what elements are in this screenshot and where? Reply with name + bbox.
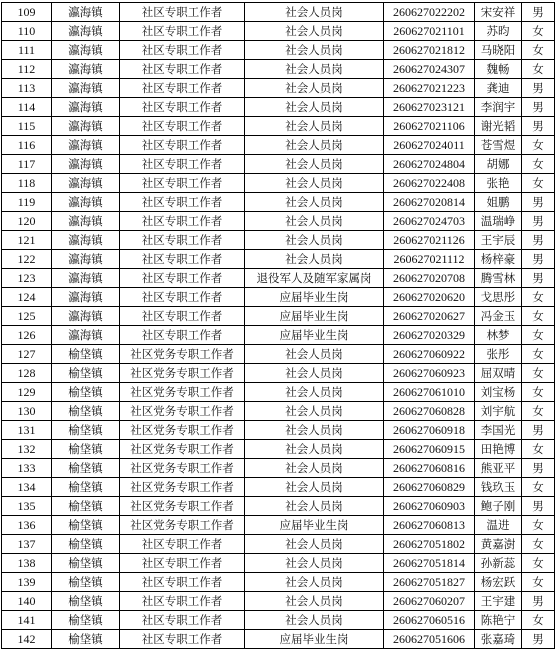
exam-number-cell: 260627020627	[384, 307, 475, 326]
unit-cell: 社区党务专职工作者	[120, 345, 245, 364]
row-number-cell: 116	[2, 136, 52, 155]
name-cell: 李润宇	[475, 98, 522, 117]
unit-cell: 社区专职工作者	[120, 592, 245, 611]
gender-cell: 女	[522, 516, 555, 535]
town-cell: 瀛海镇	[52, 22, 120, 41]
town-cell: 瀛海镇	[52, 250, 120, 269]
table-row	[2, 364, 555, 383]
table-row	[2, 592, 555, 611]
town-cell: 瀛海镇	[52, 41, 120, 60]
unit-cell: 社区专职工作者	[120, 573, 245, 592]
gender-cell: 女	[522, 535, 555, 554]
name-cell: 冯金玉	[475, 307, 522, 326]
town-cell: 榆垡镇	[52, 478, 120, 497]
town-cell: 瀛海镇	[52, 79, 120, 98]
post-cell: 应届毕业生岗	[245, 326, 384, 345]
name-cell: 杨梓豪	[475, 250, 522, 269]
unit-cell: 社区党务专职工作者	[120, 497, 245, 516]
table-row	[2, 478, 555, 497]
unit-cell: 社区专职工作者	[120, 174, 245, 193]
row-number-cell: 142	[2, 630, 52, 649]
name-cell: 龚迪	[475, 79, 522, 98]
name-cell: 苍雪煜	[475, 136, 522, 155]
gender-cell: 女	[522, 60, 555, 79]
table-row	[2, 269, 555, 288]
table-row	[2, 307, 555, 326]
exam-number-cell: 260627061010	[384, 383, 475, 402]
name-cell: 张嘉琦	[475, 630, 522, 649]
table-row	[2, 630, 555, 649]
row-number-cell: 130	[2, 402, 52, 421]
exam-number-cell: 260627021112	[384, 250, 475, 269]
exam-number-cell: 260627024307	[384, 60, 475, 79]
row-number-cell: 141	[2, 611, 52, 630]
gender-cell: 男	[522, 459, 555, 478]
exam-number-cell: 260627024703	[384, 212, 475, 231]
unit-cell: 社区专职工作者	[120, 212, 245, 231]
exam-number-cell: 260627051814	[384, 554, 475, 573]
town-cell: 瀛海镇	[52, 212, 120, 231]
exam-number-cell: 260627024011	[384, 136, 475, 155]
gender-cell: 女	[522, 326, 555, 345]
gender-cell: 男	[522, 269, 555, 288]
unit-cell: 社区专职工作者	[120, 41, 245, 60]
row-number-cell: 113	[2, 79, 52, 98]
town-cell: 榆垡镇	[52, 554, 120, 573]
name-cell: 温进	[475, 516, 522, 535]
unit-cell: 社区专职工作者	[120, 231, 245, 250]
row-number-cell: 137	[2, 535, 52, 554]
town-cell: 榆垡镇	[52, 364, 120, 383]
town-cell: 瀛海镇	[52, 98, 120, 117]
post-cell: 社会人员岗	[245, 79, 384, 98]
name-cell: 马晓阳	[475, 41, 522, 60]
unit-cell: 社区专职工作者	[120, 269, 245, 288]
name-cell: 陈艳宁	[475, 611, 522, 630]
row-number-cell: 136	[2, 516, 52, 535]
name-cell: 张艳	[475, 174, 522, 193]
name-cell: 鲍子刚	[475, 497, 522, 516]
table-row	[2, 155, 555, 174]
exam-number-cell: 260627060813	[384, 516, 475, 535]
exam-number-cell: 260627051606	[384, 630, 475, 649]
exam-number-cell: 260627022408	[384, 174, 475, 193]
name-cell: 王宇辰	[475, 231, 522, 250]
unit-cell: 社区专职工作者	[120, 155, 245, 174]
post-cell: 应届毕业生岗	[245, 630, 384, 649]
post-cell: 应届毕业生岗	[245, 288, 384, 307]
post-cell: 社会人员岗	[245, 231, 384, 250]
results-table	[1, 2, 555, 649]
name-cell: 苏昀	[475, 22, 522, 41]
gender-cell: 女	[522, 440, 555, 459]
post-cell: 社会人员岗	[245, 136, 384, 155]
table-row	[2, 22, 555, 41]
gender-cell: 男	[522, 231, 555, 250]
unit-cell: 社区专职工作者	[120, 630, 245, 649]
town-cell: 瀛海镇	[52, 60, 120, 79]
name-cell: 刘宇航	[475, 402, 522, 421]
row-number-cell: 115	[2, 117, 52, 136]
gender-cell: 男	[522, 79, 555, 98]
row-number-cell: 138	[2, 554, 52, 573]
gender-cell: 男	[522, 193, 555, 212]
name-cell: 屈双晴	[475, 364, 522, 383]
row-number-cell: 114	[2, 98, 52, 117]
name-cell: 胡娜	[475, 155, 522, 174]
gender-cell: 女	[522, 554, 555, 573]
name-cell: 戈思彤	[475, 288, 522, 307]
post-cell: 社会人员岗	[245, 345, 384, 364]
post-cell: 应届毕业生岗	[245, 307, 384, 326]
table-row	[2, 345, 555, 364]
gender-cell: 女	[522, 478, 555, 497]
exam-number-cell: 260627060903	[384, 497, 475, 516]
post-cell: 社会人员岗	[245, 497, 384, 516]
unit-cell: 社区党务专职工作者	[120, 459, 245, 478]
town-cell: 榆垡镇	[52, 535, 120, 554]
name-cell: 黄嘉澍	[475, 535, 522, 554]
name-cell: 谢光韬	[475, 117, 522, 136]
results-table-container	[0, 2, 555, 649]
post-cell: 社会人员岗	[245, 98, 384, 117]
name-cell: 李国光	[475, 421, 522, 440]
row-number-cell: 131	[2, 421, 52, 440]
table-row	[2, 516, 555, 535]
row-number-cell: 122	[2, 250, 52, 269]
table-row	[2, 611, 555, 630]
gender-cell: 男	[522, 592, 555, 611]
name-cell: 林梦	[475, 326, 522, 345]
row-number-cell: 140	[2, 592, 52, 611]
exam-number-cell: 260627060918	[384, 421, 475, 440]
exam-number-cell: 260627020814	[384, 193, 475, 212]
unit-cell: 社区专职工作者	[120, 611, 245, 630]
post-cell: 社会人员岗	[245, 3, 384, 22]
post-cell: 社会人员岗	[245, 440, 384, 459]
row-number-cell: 118	[2, 174, 52, 193]
exam-number-cell: 260627060828	[384, 402, 475, 421]
town-cell: 榆垡镇	[52, 421, 120, 440]
table-row	[2, 554, 555, 573]
unit-cell: 社区党务专职工作者	[120, 516, 245, 535]
table-row	[2, 231, 555, 250]
unit-cell: 社区专职工作者	[120, 307, 245, 326]
row-number-cell: 133	[2, 459, 52, 478]
row-number-cell: 139	[2, 573, 52, 592]
exam-number-cell: 260627060915	[384, 440, 475, 459]
post-cell: 社会人员岗	[245, 364, 384, 383]
row-number-cell: 123	[2, 269, 52, 288]
gender-cell: 男	[522, 117, 555, 136]
exam-number-cell: 260627021812	[384, 41, 475, 60]
table-row	[2, 535, 555, 554]
unit-cell: 社区专职工作者	[120, 250, 245, 269]
unit-cell: 社区党务专职工作者	[120, 440, 245, 459]
table-row	[2, 288, 555, 307]
post-cell: 社会人员岗	[245, 60, 384, 79]
post-cell: 社会人员岗	[245, 573, 384, 592]
post-cell: 退役军人及随军家属岗	[245, 269, 384, 288]
row-number-cell: 109	[2, 3, 52, 22]
unit-cell: 社区专职工作者	[120, 3, 245, 22]
name-cell: 魏畅	[475, 60, 522, 79]
name-cell: 王宇建	[475, 592, 522, 611]
name-cell: 姐鹏	[475, 193, 522, 212]
gender-cell: 男	[522, 212, 555, 231]
table-row	[2, 497, 555, 516]
town-cell: 瀛海镇	[52, 155, 120, 174]
post-cell: 社会人员岗	[245, 383, 384, 402]
exam-number-cell: 260627020708	[384, 269, 475, 288]
row-number-cell: 124	[2, 288, 52, 307]
table-row	[2, 193, 555, 212]
gender-cell: 女	[522, 345, 555, 364]
town-cell: 榆垡镇	[52, 440, 120, 459]
town-cell: 瀛海镇	[52, 326, 120, 345]
town-cell: 榆垡镇	[52, 345, 120, 364]
gender-cell: 女	[522, 307, 555, 326]
post-cell: 社会人员岗	[245, 535, 384, 554]
gender-cell: 女	[522, 383, 555, 402]
name-cell: 张彤	[475, 345, 522, 364]
row-number-cell: 134	[2, 478, 52, 497]
table-row	[2, 174, 555, 193]
gender-cell: 女	[522, 402, 555, 421]
table-row	[2, 136, 555, 155]
town-cell: 榆垡镇	[52, 592, 120, 611]
table-row	[2, 79, 555, 98]
post-cell: 社会人员岗	[245, 592, 384, 611]
unit-cell: 社区专职工作者	[120, 535, 245, 554]
table-row	[2, 98, 555, 117]
town-cell: 瀛海镇	[52, 288, 120, 307]
name-cell: 刘宝杨	[475, 383, 522, 402]
post-cell: 社会人员岗	[245, 250, 384, 269]
gender-cell: 女	[522, 136, 555, 155]
row-number-cell: 111	[2, 41, 52, 60]
gender-cell: 女	[522, 22, 555, 41]
row-number-cell: 125	[2, 307, 52, 326]
town-cell: 榆垡镇	[52, 459, 120, 478]
unit-cell: 社区党务专职工作者	[120, 383, 245, 402]
post-cell: 社会人员岗	[245, 421, 384, 440]
post-cell: 社会人员岗	[245, 22, 384, 41]
name-cell: 孙新蕊	[475, 554, 522, 573]
name-cell: 田艳博	[475, 440, 522, 459]
unit-cell: 社区党务专职工作者	[120, 364, 245, 383]
unit-cell: 社区专职工作者	[120, 22, 245, 41]
unit-cell: 社区专职工作者	[120, 79, 245, 98]
town-cell: 榆垡镇	[52, 497, 120, 516]
table-row	[2, 440, 555, 459]
gender-cell: 女	[522, 364, 555, 383]
name-cell: 宋安祥	[475, 3, 522, 22]
gender-cell: 男	[522, 98, 555, 117]
gender-cell: 男	[522, 497, 555, 516]
table-row	[2, 383, 555, 402]
town-cell: 瀛海镇	[52, 307, 120, 326]
town-cell: 榆垡镇	[52, 573, 120, 592]
name-cell: 腾雪林	[475, 269, 522, 288]
table-row	[2, 60, 555, 79]
town-cell: 瀛海镇	[52, 3, 120, 22]
name-cell: 熊亚平	[475, 459, 522, 478]
table-row	[2, 250, 555, 269]
exam-number-cell: 260627021101	[384, 22, 475, 41]
gender-cell: 男	[522, 250, 555, 269]
post-cell: 社会人员岗	[245, 193, 384, 212]
row-number-cell: 128	[2, 364, 52, 383]
row-number-cell: 132	[2, 440, 52, 459]
post-cell: 社会人员岗	[245, 478, 384, 497]
table-row	[2, 41, 555, 60]
town-cell: 榆垡镇	[52, 402, 120, 421]
exam-number-cell: 260627024804	[384, 155, 475, 174]
town-cell: 瀛海镇	[52, 269, 120, 288]
row-number-cell: 120	[2, 212, 52, 231]
town-cell: 榆垡镇	[52, 516, 120, 535]
row-number-cell: 126	[2, 326, 52, 345]
exam-number-cell: 260627020620	[384, 288, 475, 307]
exam-number-cell: 260627060816	[384, 459, 475, 478]
exam-number-cell: 260627023121	[384, 98, 475, 117]
post-cell: 社会人员岗	[245, 117, 384, 136]
name-cell: 杨宏跃	[475, 573, 522, 592]
post-cell: 社会人员岗	[245, 41, 384, 60]
post-cell: 社会人员岗	[245, 174, 384, 193]
unit-cell: 社区专职工作者	[120, 193, 245, 212]
table-body	[2, 3, 555, 649]
name-cell: 温瑞峥	[475, 212, 522, 231]
town-cell: 榆垡镇	[52, 383, 120, 402]
table-row	[2, 421, 555, 440]
exam-number-cell: 260627021106	[384, 117, 475, 136]
exam-number-cell: 260627051827	[384, 573, 475, 592]
table-row	[2, 573, 555, 592]
table-row	[2, 402, 555, 421]
row-number-cell: 135	[2, 497, 52, 516]
gender-cell: 女	[522, 611, 555, 630]
gender-cell: 女	[522, 41, 555, 60]
exam-number-cell: 260627060922	[384, 345, 475, 364]
unit-cell: 社区党务专职工作者	[120, 421, 245, 440]
gender-cell: 男	[522, 3, 555, 22]
exam-number-cell: 260627060207	[384, 592, 475, 611]
name-cell: 钱玖玉	[475, 478, 522, 497]
gender-cell: 女	[522, 573, 555, 592]
row-number-cell: 112	[2, 60, 52, 79]
unit-cell: 社区专职工作者	[120, 136, 245, 155]
table-row	[2, 212, 555, 231]
town-cell: 瀛海镇	[52, 174, 120, 193]
row-number-cell: 121	[2, 231, 52, 250]
unit-cell: 社区专职工作者	[120, 60, 245, 79]
gender-cell: 女	[522, 174, 555, 193]
exam-number-cell: 260627020329	[384, 326, 475, 345]
exam-number-cell: 260627021126	[384, 231, 475, 250]
gender-cell: 女	[522, 288, 555, 307]
post-cell: 社会人员岗	[245, 554, 384, 573]
exam-number-cell: 260627060923	[384, 364, 475, 383]
exam-number-cell: 260627060829	[384, 478, 475, 497]
post-cell: 社会人员岗	[245, 611, 384, 630]
table-row	[2, 3, 555, 22]
unit-cell: 社区党务专职工作者	[120, 402, 245, 421]
table-row	[2, 459, 555, 478]
exam-number-cell: 260627060516	[384, 611, 475, 630]
row-number-cell: 117	[2, 155, 52, 174]
gender-cell: 男	[522, 630, 555, 649]
gender-cell: 男	[522, 421, 555, 440]
exam-number-cell: 260627051802	[384, 535, 475, 554]
table-row	[2, 117, 555, 136]
exam-number-cell: 260627022202	[384, 3, 475, 22]
town-cell: 瀛海镇	[52, 136, 120, 155]
town-cell: 榆垡镇	[52, 611, 120, 630]
post-cell: 社会人员岗	[245, 402, 384, 421]
gender-cell: 女	[522, 155, 555, 174]
post-cell: 社会人员岗	[245, 155, 384, 174]
row-number-cell: 119	[2, 193, 52, 212]
unit-cell: 社区党务专职工作者	[120, 478, 245, 497]
unit-cell: 社区专职工作者	[120, 288, 245, 307]
post-cell: 社会人员岗	[245, 212, 384, 231]
exam-number-cell: 260627021223	[384, 79, 475, 98]
table-row	[2, 326, 555, 345]
unit-cell: 社区专职工作者	[120, 554, 245, 573]
town-cell: 榆垡镇	[52, 630, 120, 649]
row-number-cell: 129	[2, 383, 52, 402]
town-cell: 瀛海镇	[52, 193, 120, 212]
unit-cell: 社区专职工作者	[120, 326, 245, 345]
row-number-cell: 127	[2, 345, 52, 364]
unit-cell: 社区专职工作者	[120, 98, 245, 117]
town-cell: 瀛海镇	[52, 117, 120, 136]
unit-cell: 社区专职工作者	[120, 117, 245, 136]
town-cell: 瀛海镇	[52, 231, 120, 250]
post-cell: 应届毕业生岗	[245, 516, 384, 535]
post-cell: 社会人员岗	[245, 459, 384, 478]
row-number-cell: 110	[2, 22, 52, 41]
